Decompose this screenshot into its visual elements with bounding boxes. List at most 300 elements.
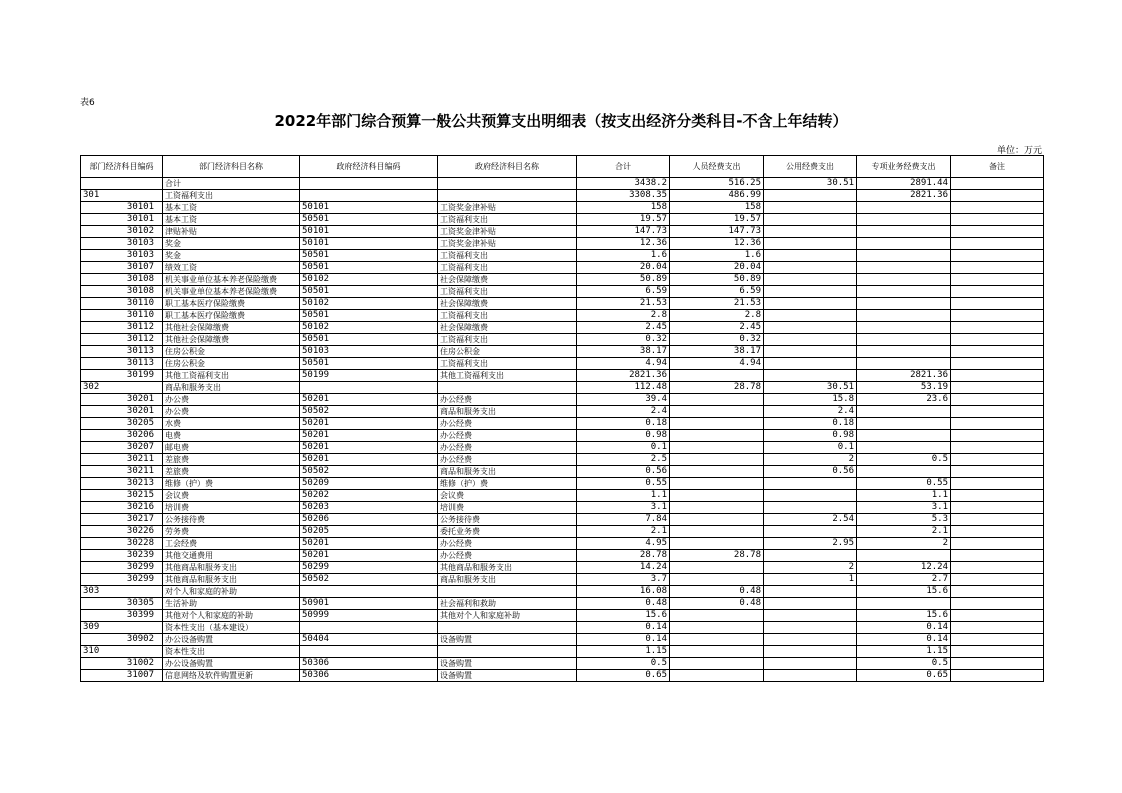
- cell-dept-name: 基本工资: [163, 202, 300, 214]
- cell-gov-name: 其他工资福利支出: [438, 370, 577, 382]
- cell-note: [951, 430, 1044, 442]
- table-row: [81, 226, 1044, 238]
- cell-note: [951, 238, 1044, 250]
- col-header-gov-code: 政府经济科目编码: [300, 156, 438, 178]
- cell-total: 0.5: [577, 658, 670, 670]
- unit-label: 单位：万元: [996, 146, 1042, 156]
- cell-special: 2: [857, 538, 951, 550]
- table-header-row: [81, 156, 1044, 178]
- cell-public: [764, 286, 857, 298]
- cell-dept-name: 生活补助: [163, 598, 300, 610]
- cell-dept-name: 津贴补贴: [163, 226, 300, 238]
- col-header-dept-code: 部门经济科目编码: [81, 156, 163, 178]
- cell-gov-name: 商品和服务支出: [438, 466, 577, 478]
- cell-public: [764, 478, 857, 490]
- cell-gov-code: 50103: [300, 346, 438, 358]
- cell-gov-name: 办公经费: [438, 454, 577, 466]
- cell-gov-code: 50299: [300, 562, 438, 574]
- cell-public: [764, 238, 857, 250]
- cell-dept-name: 其他社会保障缴费: [163, 334, 300, 346]
- cell-public: [764, 262, 857, 274]
- cell-public: [764, 646, 857, 658]
- cell-dept-code: 30226: [81, 526, 163, 538]
- cell-note: [951, 262, 1044, 274]
- table-number: 表6: [80, 98, 95, 108]
- cell-personnel: 21.53: [670, 298, 764, 310]
- cell-special: [857, 322, 951, 334]
- cell-dept-code: 30113: [81, 346, 163, 358]
- cell-note: [951, 322, 1044, 334]
- cell-personnel: 2.8: [670, 310, 764, 322]
- cell-public: [764, 634, 857, 646]
- cell-gov-name: 工资奖金津补贴: [438, 226, 577, 238]
- cell-gov-code: 50901: [300, 598, 438, 610]
- cell-total: 1.6: [577, 250, 670, 262]
- cell-special: [857, 406, 951, 418]
- table-body: [81, 178, 1044, 682]
- table-row: [81, 670, 1044, 682]
- cell-dept-code: 303: [81, 586, 163, 598]
- cell-public: [764, 358, 857, 370]
- cell-gov-code: 50201: [300, 430, 438, 442]
- cell-personnel: [670, 478, 764, 490]
- cell-total: 38.17: [577, 346, 670, 358]
- cell-dept-code: 30299: [81, 574, 163, 586]
- cell-note: [951, 502, 1044, 514]
- cell-dept-code: 30902: [81, 634, 163, 646]
- cell-gov-name: 办公经费: [438, 442, 577, 454]
- table-row: [81, 298, 1044, 310]
- cell-note: [951, 526, 1044, 538]
- cell-personnel: 28.78: [670, 382, 764, 394]
- table-row: [81, 610, 1044, 622]
- table-row: [81, 430, 1044, 442]
- cell-personnel: [670, 562, 764, 574]
- cell-special: 1.1: [857, 490, 951, 502]
- cell-dept-name: 其他社会保障缴费: [163, 322, 300, 334]
- cell-dept-name: 绩效工资: [163, 262, 300, 274]
- cell-dept-code: 30299: [81, 562, 163, 574]
- cell-total: 4.95: [577, 538, 670, 550]
- cell-gov-code: 50501: [300, 286, 438, 298]
- cell-public: [764, 322, 857, 334]
- cell-personnel: 4.94: [670, 358, 764, 370]
- cell-gov-name: 工资福利支出: [438, 358, 577, 370]
- cell-total: 0.55: [577, 478, 670, 490]
- cell-gov-code: 50102: [300, 322, 438, 334]
- cell-note: [951, 358, 1044, 370]
- cell-gov-code: 50101: [300, 238, 438, 250]
- cell-personnel: 0.48: [670, 598, 764, 610]
- cell-gov-name: 社会福利和救助: [438, 598, 577, 610]
- cell-special: 5.3: [857, 514, 951, 526]
- cell-special: [857, 598, 951, 610]
- cell-note: [951, 634, 1044, 646]
- cell-dept-name: 邮电费: [163, 442, 300, 454]
- cell-total: 3.7: [577, 574, 670, 586]
- cell-gov-name: 工资福利支出: [438, 286, 577, 298]
- cell-public: [764, 250, 857, 262]
- col-header-public: 公用经费支出: [764, 156, 857, 178]
- table-row: [81, 418, 1044, 430]
- cell-gov-name: 工资奖金津补贴: [438, 202, 577, 214]
- cell-dept-code: 30211: [81, 466, 163, 478]
- cell-public: [764, 190, 857, 202]
- cell-dept-name: 其他商品和服务支出: [163, 574, 300, 586]
- cell-note: [951, 538, 1044, 550]
- cell-note: [951, 214, 1044, 226]
- cell-dept-name: 会议费: [163, 490, 300, 502]
- cell-personnel: 486.99: [670, 190, 764, 202]
- cell-gov-code: 50404: [300, 634, 438, 646]
- table-row: [81, 478, 1044, 490]
- cell-total: 12.36: [577, 238, 670, 250]
- table-row: [81, 502, 1044, 514]
- cell-personnel: [670, 490, 764, 502]
- cell-dept-code: [81, 178, 163, 190]
- cell-dept-code: 30205: [81, 418, 163, 430]
- table-row: [81, 238, 1044, 250]
- table-row: [81, 622, 1044, 634]
- cell-dept-name: 住房公积金: [163, 346, 300, 358]
- cell-personnel: 158: [670, 202, 764, 214]
- table-row: [81, 334, 1044, 346]
- cell-dept-name: 培训费: [163, 502, 300, 514]
- cell-gov-name: 办公经费: [438, 418, 577, 430]
- col-header-personnel: 人员经费支出: [670, 156, 764, 178]
- cell-note: [951, 454, 1044, 466]
- cell-total: 16.08: [577, 586, 670, 598]
- cell-gov-code: 50206: [300, 514, 438, 526]
- cell-gov-code: 50203: [300, 502, 438, 514]
- cell-gov-name: 培训费: [438, 502, 577, 514]
- cell-special: 0.14: [857, 622, 951, 634]
- cell-personnel: [670, 418, 764, 430]
- cell-public: 30.51: [764, 178, 857, 190]
- cell-dept-code: 30108: [81, 274, 163, 286]
- cell-gov-name: 工资奖金津补贴: [438, 238, 577, 250]
- cell-personnel: [670, 514, 764, 526]
- cell-gov-code: 50201: [300, 538, 438, 550]
- cell-dept-code: 30201: [81, 394, 163, 406]
- table-row: [81, 346, 1044, 358]
- cell-special: 2821.36: [857, 370, 951, 382]
- cell-gov-name: 其他商品和服务支出: [438, 562, 577, 574]
- cell-dept-code: 30216: [81, 502, 163, 514]
- cell-public: [764, 214, 857, 226]
- table-row: [81, 538, 1044, 550]
- cell-dept-name: 维修（护）费: [163, 478, 300, 490]
- cell-special: [857, 310, 951, 322]
- cell-total: 3438.2: [577, 178, 670, 190]
- table-row: [81, 394, 1044, 406]
- cell-public: 1: [764, 574, 857, 586]
- cell-note: [951, 670, 1044, 682]
- cell-special: 2.7: [857, 574, 951, 586]
- cell-total: 147.73: [577, 226, 670, 238]
- cell-public: [764, 490, 857, 502]
- table-row: [81, 322, 1044, 334]
- cell-total: 2.8: [577, 310, 670, 322]
- cell-special: 0.14: [857, 634, 951, 646]
- cell-personnel: [670, 442, 764, 454]
- cell-personnel: 19.57: [670, 214, 764, 226]
- cell-public: [764, 334, 857, 346]
- cell-gov-code: [300, 622, 438, 634]
- cell-dept-name: 合计: [163, 178, 300, 190]
- cell-personnel: [670, 646, 764, 658]
- cell-special: 2.1: [857, 526, 951, 538]
- cell-special: 0.5: [857, 454, 951, 466]
- cell-note: [951, 550, 1044, 562]
- cell-total: 0.98: [577, 430, 670, 442]
- cell-dept-code: 30206: [81, 430, 163, 442]
- cell-public: [764, 202, 857, 214]
- cell-total: 2.4: [577, 406, 670, 418]
- cell-gov-name: [438, 382, 577, 394]
- cell-gov-name: 办公经费: [438, 550, 577, 562]
- cell-gov-code: 50501: [300, 310, 438, 322]
- cell-special: [857, 442, 951, 454]
- cell-public: 30.51: [764, 382, 857, 394]
- page-title: 2022年部门综合预算一般公共预算支出明细表（按支出经济分类科目-不含上年结转）: [274, 112, 848, 130]
- cell-dept-code: 30101: [81, 214, 163, 226]
- cell-gov-name: [438, 622, 577, 634]
- cell-note: [951, 298, 1044, 310]
- cell-total: 2.1: [577, 526, 670, 538]
- cell-public: [764, 226, 857, 238]
- cell-total: 2.5: [577, 454, 670, 466]
- cell-dept-code: 30112: [81, 322, 163, 334]
- cell-gov-code: [300, 586, 438, 598]
- cell-dept-code: 309: [81, 622, 163, 634]
- cell-gov-name: 商品和服务支出: [438, 574, 577, 586]
- cell-gov-code: 50999: [300, 610, 438, 622]
- cell-public: [764, 298, 857, 310]
- cell-note: [951, 562, 1044, 574]
- cell-total: 0.56: [577, 466, 670, 478]
- table-row: [81, 382, 1044, 394]
- cell-special: [857, 202, 951, 214]
- cell-total: 158: [577, 202, 670, 214]
- cell-personnel: 2.45: [670, 322, 764, 334]
- cell-personnel: [670, 634, 764, 646]
- cell-public: 15.8: [764, 394, 857, 406]
- cell-note: [951, 442, 1044, 454]
- table-row: [81, 658, 1044, 670]
- table-row: [81, 274, 1044, 286]
- cell-gov-code: [300, 382, 438, 394]
- cell-gov-name: [438, 190, 577, 202]
- table-row: [81, 262, 1044, 274]
- cell-dept-name: 资本性支出（基本建设）: [163, 622, 300, 634]
- table-row: [81, 562, 1044, 574]
- cell-note: [951, 478, 1044, 490]
- cell-dept-name: 办公设备购置: [163, 634, 300, 646]
- cell-dept-code: 30110: [81, 310, 163, 322]
- cell-total: 0.65: [577, 670, 670, 682]
- cell-total: 4.94: [577, 358, 670, 370]
- cell-personnel: 147.73: [670, 226, 764, 238]
- cell-note: [951, 610, 1044, 622]
- cell-public: [764, 310, 857, 322]
- table-row: [81, 250, 1044, 262]
- cell-note: [951, 178, 1044, 190]
- cell-gov-code: 50201: [300, 418, 438, 430]
- cell-dept-name: 职工基本医疗保险缴费: [163, 298, 300, 310]
- cell-gov-name: 委托业务费: [438, 526, 577, 538]
- cell-gov-name: 办公经费: [438, 430, 577, 442]
- cell-special: 15.6: [857, 586, 951, 598]
- cell-dept-code: 30101: [81, 202, 163, 214]
- cell-total: 0.32: [577, 334, 670, 346]
- cell-dept-name: 机关事业单位基本养老保险缴费: [163, 286, 300, 298]
- cell-total: 2821.36: [577, 370, 670, 382]
- cell-note: [951, 226, 1044, 238]
- cell-public: [764, 670, 857, 682]
- cell-dept-code: 30199: [81, 370, 163, 382]
- cell-dept-code: 301: [81, 190, 163, 202]
- cell-gov-name: 设备购置: [438, 670, 577, 682]
- cell-dept-name: 信息网络及软件购置更新: [163, 670, 300, 682]
- cell-dept-code: 30213: [81, 478, 163, 490]
- cell-personnel: 1.6: [670, 250, 764, 262]
- cell-gov-name: 公务接待费: [438, 514, 577, 526]
- table-row: [81, 310, 1044, 322]
- cell-note: [951, 490, 1044, 502]
- cell-public: 0.56: [764, 466, 857, 478]
- cell-gov-code: 50205: [300, 526, 438, 538]
- cell-total: 21.53: [577, 298, 670, 310]
- cell-dept-name: 住房公积金: [163, 358, 300, 370]
- cell-dept-code: 30107: [81, 262, 163, 274]
- cell-note: [951, 646, 1044, 658]
- cell-personnel: [670, 370, 764, 382]
- cell-personnel: [670, 406, 764, 418]
- cell-dept-code: 30113: [81, 358, 163, 370]
- cell-note: [951, 274, 1044, 286]
- cell-note: [951, 346, 1044, 358]
- cell-dept-code: 30103: [81, 250, 163, 262]
- table-row: [81, 190, 1044, 202]
- cell-note: [951, 514, 1044, 526]
- cell-public: 2.4: [764, 406, 857, 418]
- cell-special: [857, 334, 951, 346]
- cell-total: 3308.35: [577, 190, 670, 202]
- cell-public: 0.1: [764, 442, 857, 454]
- cell-public: 0.98: [764, 430, 857, 442]
- cell-special: 15.6: [857, 610, 951, 622]
- cell-gov-code: 50201: [300, 550, 438, 562]
- cell-dept-code: 30399: [81, 610, 163, 622]
- cell-dept-name: 商品和服务支出: [163, 382, 300, 394]
- cell-gov-code: 50502: [300, 466, 438, 478]
- cell-dept-name: 对个人和家庭的补助: [163, 586, 300, 598]
- cell-special: [857, 346, 951, 358]
- cell-dept-code: 31002: [81, 658, 163, 670]
- cell-gov-code: 50501: [300, 262, 438, 274]
- col-header-dept-name: 部门经济科目名称: [163, 156, 300, 178]
- cell-public: [764, 598, 857, 610]
- cell-dept-code: 30228: [81, 538, 163, 550]
- cell-dept-name: 其他交通费用: [163, 550, 300, 562]
- table-row: [81, 550, 1044, 562]
- cell-dept-name: 办公费: [163, 394, 300, 406]
- cell-note: [951, 622, 1044, 634]
- cell-dept-code: 30211: [81, 454, 163, 466]
- cell-dept-code: 30108: [81, 286, 163, 298]
- cell-dept-name: 办公费: [163, 406, 300, 418]
- cell-total: 6.59: [577, 286, 670, 298]
- cell-gov-code: [300, 178, 438, 190]
- cell-personnel: [670, 454, 764, 466]
- cell-note: [951, 406, 1044, 418]
- cell-total: 50.89: [577, 274, 670, 286]
- cell-special: 2891.44: [857, 178, 951, 190]
- table-row: [81, 406, 1044, 418]
- budget-table: [80, 155, 1044, 682]
- cell-gov-name: 维修（护）费: [438, 478, 577, 490]
- cell-special: [857, 286, 951, 298]
- cell-gov-code: 50306: [300, 670, 438, 682]
- cell-personnel: 6.59: [670, 286, 764, 298]
- cell-total: 2.45: [577, 322, 670, 334]
- cell-note: [951, 190, 1044, 202]
- cell-dept-code: 30217: [81, 514, 163, 526]
- cell-personnel: [670, 610, 764, 622]
- cell-gov-name: 住房公积金: [438, 346, 577, 358]
- cell-gov-name: 办公经费: [438, 538, 577, 550]
- col-header-note: 备注: [951, 156, 1044, 178]
- cell-total: 39.4: [577, 394, 670, 406]
- cell-personnel: [670, 466, 764, 478]
- table-row: [81, 370, 1044, 382]
- cell-special: 3.1: [857, 502, 951, 514]
- cell-public: 0.18: [764, 418, 857, 430]
- table-row: [81, 490, 1044, 502]
- cell-personnel: [670, 526, 764, 538]
- cell-special: [857, 550, 951, 562]
- table-row: [81, 574, 1044, 586]
- cell-gov-code: [300, 190, 438, 202]
- cell-total: 15.6: [577, 610, 670, 622]
- cell-total: 0.48: [577, 598, 670, 610]
- cell-total: 28.78: [577, 550, 670, 562]
- cell-public: [764, 502, 857, 514]
- cell-note: [951, 334, 1044, 346]
- cell-total: 7.84: [577, 514, 670, 526]
- cell-gov-name: 工资福利支出: [438, 250, 577, 262]
- cell-public: [764, 370, 857, 382]
- table-row: [81, 202, 1044, 214]
- cell-gov-code: 50102: [300, 298, 438, 310]
- cell-gov-name: 工资福利支出: [438, 310, 577, 322]
- cell-dept-name: 劳务费: [163, 526, 300, 538]
- cell-gov-code: 50209: [300, 478, 438, 490]
- cell-total: 20.04: [577, 262, 670, 274]
- cell-personnel: [670, 394, 764, 406]
- cell-total: 0.18: [577, 418, 670, 430]
- cell-dept-code: 30207: [81, 442, 163, 454]
- cell-note: [951, 382, 1044, 394]
- cell-dept-name: 其他商品和服务支出: [163, 562, 300, 574]
- cell-gov-name: 社会保障缴费: [438, 322, 577, 334]
- cell-personnel: [670, 574, 764, 586]
- cell-note: [951, 370, 1044, 382]
- cell-special: 23.6: [857, 394, 951, 406]
- cell-gov-code: 50201: [300, 394, 438, 406]
- cell-gov-code: 50306: [300, 658, 438, 670]
